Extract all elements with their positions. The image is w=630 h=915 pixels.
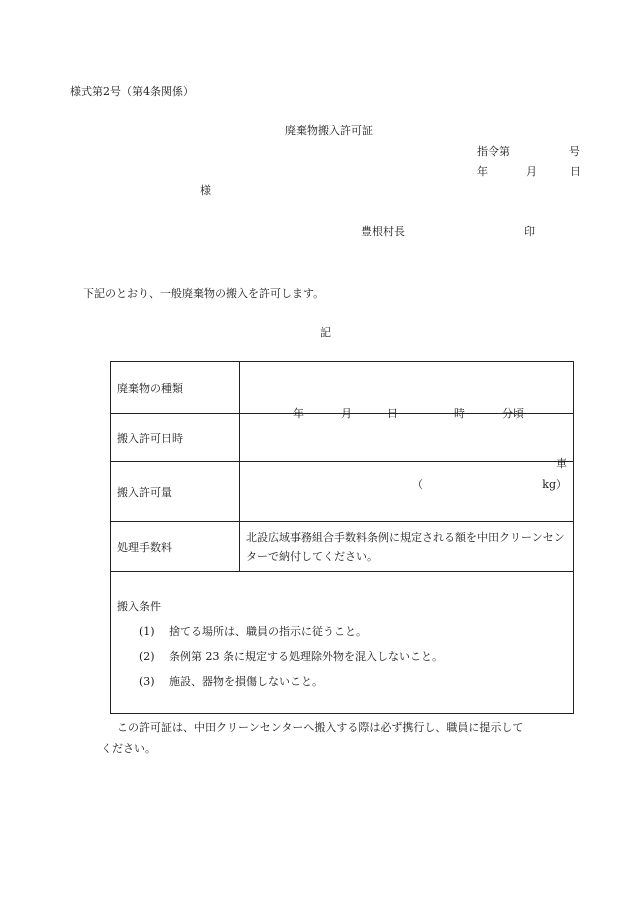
unit-hour: 時 (454, 407, 465, 420)
document-title: 廃棄物搬入許可証 (285, 124, 373, 137)
order-prefix: 指令第 (477, 145, 510, 158)
table-row (111, 522, 574, 572)
table-row (111, 572, 574, 714)
unit-year: 年 (293, 407, 304, 420)
unit-month: 月 (341, 407, 352, 420)
footer-note-line1: この許可証は、中田クリーンセンターへ搬入する際は必ず携行し、職員に提示して (117, 721, 524, 734)
waste-type-value (240, 362, 574, 414)
datetime-label: 搬入許可日時 (111, 414, 240, 462)
condition-text: 施設、器物を損傷しないこと。 (169, 674, 323, 688)
condition-number: (3) (139, 674, 155, 688)
condition-text: 条例第 23 条に規定する処理除外物を混入しないこと。 (169, 649, 443, 663)
footer-note-line2: ください。 (101, 742, 156, 755)
condition-number: (1) (139, 624, 155, 638)
datetime-value (240, 407, 574, 462)
date-year: 年 (477, 165, 488, 178)
intro-text: 下記のとおり、一般廃棄物の搬入を許可します。 (83, 287, 325, 300)
order-suffix: 号 (569, 145, 580, 158)
seal-mark: 印 (524, 225, 535, 238)
date-month: 月 (526, 165, 537, 178)
amount-kg-unit: kg） (542, 478, 567, 491)
amount-label: 搬入許可量 (111, 462, 240, 522)
condition-item (117, 623, 567, 639)
condition-text: 捨てる場所は、職員の指示に従うこと。 (169, 624, 367, 638)
amount-vehicle-unit: 車 (556, 457, 567, 470)
amount-kg-open: （ (412, 478, 423, 491)
table-row (111, 362, 574, 414)
conditions-title: 搬入条件 (117, 599, 161, 613)
fee-text: 北設広域事務組合手数料条例に規定される額を中田クリーンセンターで納付してください。 (240, 522, 574, 572)
condition-number: (2) (139, 649, 155, 663)
date-day: 日 (570, 165, 581, 178)
unit-minute: 分頃 (502, 407, 524, 420)
issuer-name: 豊根村長 (361, 225, 405, 238)
amount-value (240, 457, 574, 522)
unit-day: 日 (387, 407, 398, 420)
fee-label: 処理手数料 (111, 522, 240, 572)
form-number: 様式第2号（第4条関係） (70, 85, 194, 98)
conditions-cell (111, 572, 574, 714)
ki-heading: 記 (320, 326, 331, 339)
waste-type-label: 廃棄物の種類 (111, 362, 240, 414)
table-row (111, 462, 574, 522)
condition-item (117, 648, 567, 664)
permit-table (110, 361, 574, 714)
table-row (111, 414, 574, 462)
condition-item (117, 673, 567, 689)
addressee-suffix: 様 (200, 184, 211, 197)
